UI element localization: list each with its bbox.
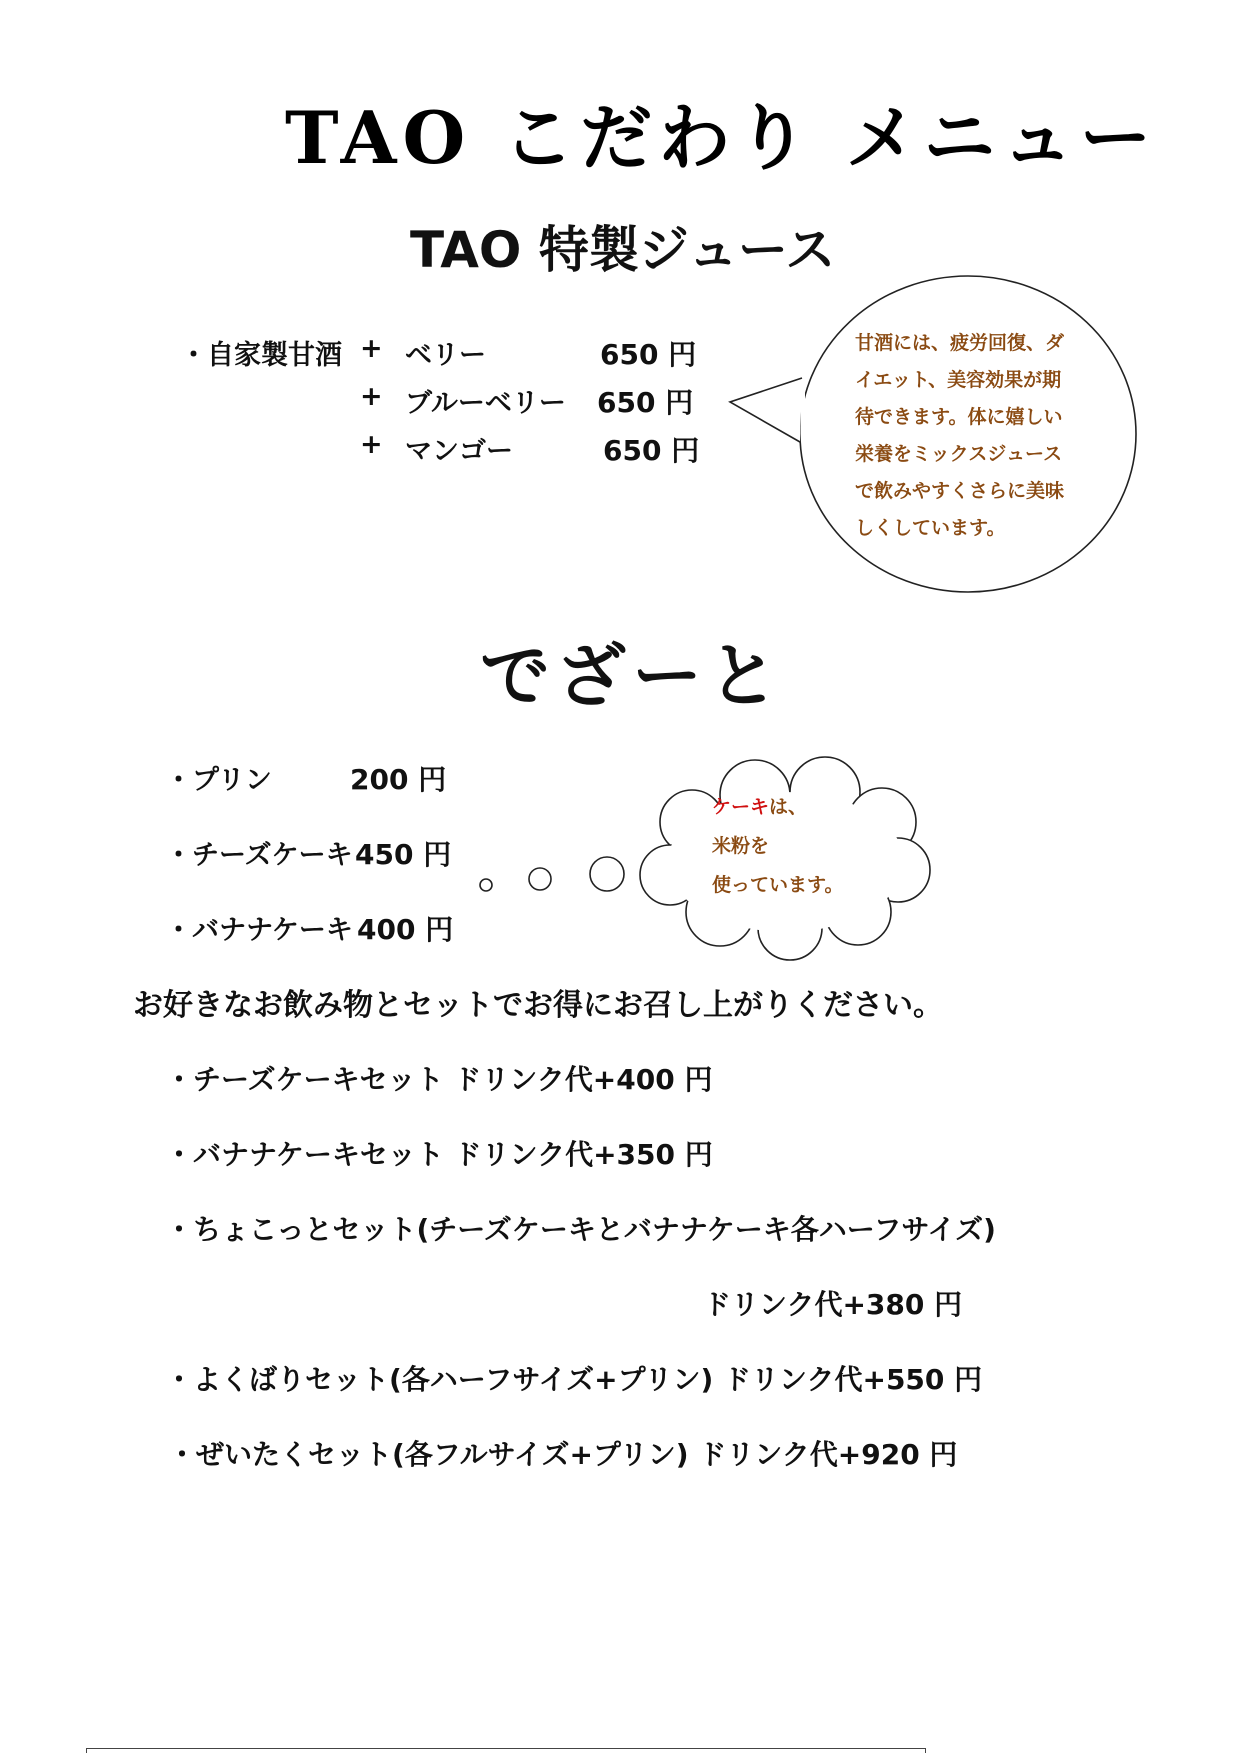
juice-note-line: 栄養をミックスジュース (855, 443, 1063, 465)
dessert-price-1: 200 円 (350, 763, 447, 796)
set-item-yokubari: ・よくばりセット(各ハーフサイズ+プリン) ドリンク代+550 円 (165, 1363, 983, 1396)
juice-price-1: 650 円 (600, 338, 697, 371)
juice-plus-3: + (360, 429, 383, 460)
dessert-note-highlight: ケーキ (712, 796, 770, 818)
dessert-section-title: でざーと (480, 634, 784, 717)
juice-note (855, 325, 1085, 547)
dessert-name-3: ・バナナケーキ (165, 915, 353, 946)
juice-section-title: TAO 特製ジュース (410, 221, 836, 279)
set-item-cheesecake: ・チーズケーキセット ドリンク代+400 円 (165, 1063, 713, 1096)
juice-note-line: 甘酒には、疲労回復、ダ (855, 332, 1065, 354)
juice-name-3: マンゴー (405, 436, 513, 467)
dessert-name-1: ・プリン (165, 765, 272, 796)
juice-note-line: しくしています。 (855, 517, 1006, 539)
juice-price-3: 650 円 (603, 434, 700, 467)
juice-plus-1: + (360, 333, 383, 364)
set-item-banana: ・バナナケーキセット ドリンク代+350 円 (165, 1138, 713, 1171)
juice-note-line: 待できます。体に嬉しい (855, 406, 1063, 428)
thought-bubble-shape (470, 750, 950, 965)
bottom-frame (86, 1748, 926, 1753)
juice-name-2: ブルーベリー (405, 388, 566, 419)
set-item-chokotto-price: ドリンク代+380 円 (703, 1288, 963, 1321)
dessert-price-2: 450 円 (355, 838, 452, 871)
dessert-note (712, 788, 843, 905)
juice-plus-2: + (360, 381, 383, 412)
set-item-zeitaku: ・ぜいたくセット(各フルサイズ+プリン) ドリンク代+920 円 (168, 1438, 958, 1471)
dessert-note-line1-rest: は、 (769, 796, 808, 818)
page-title: TAO こだわり メニュー (285, 95, 1158, 180)
juice-note-line: で飲みやすくさらに美味 (855, 480, 1065, 502)
juice-price-2: 650 円 (597, 386, 694, 419)
set-item-chokotto: ・ちょこっとセット(チーズケーキとバナナケーキ各ハーフサイズ) (165, 1213, 996, 1246)
set-intro: お好きなお飲み物とセットでお得にお召し上がりください。 (133, 988, 943, 1023)
juice-note-line: イエット、美容効果が期 (855, 369, 1062, 391)
dessert-note-line-3: 使っています。 (712, 874, 844, 896)
dessert-name-2: ・チーズケーキ (165, 840, 353, 871)
dessert-note-line-1 (712, 788, 843, 827)
dessert-price-3: 400 円 (357, 913, 454, 946)
juice-name-1: ベリー (405, 340, 486, 371)
juice-base-label: ・自家製甘酒 (180, 340, 342, 371)
dessert-note-line-2: 米粉を (712, 835, 770, 857)
